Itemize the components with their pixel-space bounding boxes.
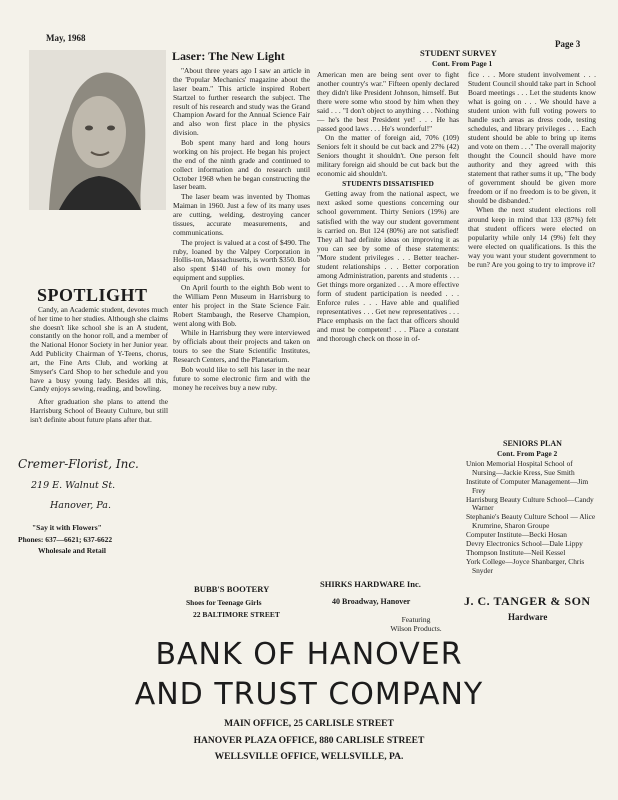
bank-ad-main-office: MAIN OFFICE, 25 CARLISLE STREET xyxy=(224,719,394,729)
bank-ad-name-line2: AND TRUST COMPANY xyxy=(134,677,484,712)
cremer-ad-address: 219 E. Walnut St. xyxy=(31,480,116,491)
cremer-ad-phones: Phones: 637—6621; 637-6622 xyxy=(18,535,113,544)
tanger-ad-sub: Hardware xyxy=(508,612,548,622)
bubbs-ad-address: 22 BALTIMORE STREET xyxy=(193,610,280,619)
page-number: Page 3 xyxy=(555,39,581,49)
survey-body-right xyxy=(468,70,596,269)
list-item: Institute of Computer Management—Jim Frey xyxy=(466,476,589,495)
featuring-product: Wilson Products. xyxy=(390,624,442,633)
shirks-ad-featuring xyxy=(376,615,456,633)
survey-continued: Cont. From Page 1 xyxy=(432,59,493,68)
survey-subhead: STUDENTS DISSATISFIED xyxy=(342,179,434,189)
cremer-ad-slogan: "Say it with Flowers" xyxy=(32,523,102,532)
bubbs-ad-tagline: Shoes for Teenage Girls xyxy=(186,598,262,607)
shirks-ad-name: SHIRKS HARDWARE Inc. xyxy=(320,579,421,589)
bubbs-ad-name: BUBB'S BOOTERY xyxy=(194,584,270,594)
survey-paragraph: fice . . . More student involvement . . . Student Council should take part in School Board meetings . . . Let the students know what is going on . . . We should have a student union with full voting powers to handle such areas as dress code, testing schedules, and library privileges . . . Each student should be able to bring up items and vote on them . . ." The overall majority thought the Council should have more authority and they agreed with this statement that rather sums it up, "The body of government should be given more freedom or if no freedom is to be given, it should be disbanded." xyxy=(468,70,596,206)
list-item: Harrisburg Beauty Culture School—Candy Warner xyxy=(466,494,594,513)
laser-paragraph: "About three years ago I saw an article in the 'Popular Mechanics' magazine about the laser beam." This article inspired Robert Startzel to further research the subject. The result of his research and study was the Grand Champion Award for the Annual Science Fair and also won first place in the physics division. xyxy=(173,66,310,138)
seniors-plan-list xyxy=(466,460,596,575)
spotlight-paragraph: After graduation she plans to attend the Harrisburg School of Beauty Culture, but still isn't definite about future plans after that. xyxy=(30,397,168,424)
laser-paragraph: The laser beam was invented by Thomas Maiman in 1960. Just a few of its many uses are cutting, welding, destroying cancer tissues, accurate measurements, and communications. xyxy=(173,192,310,237)
list-item: Computer Institute—Becki Hosan xyxy=(466,530,567,539)
bank-ad-name-line1: BANK OF HANOVER xyxy=(155,637,463,672)
bank-ad-plaza-office: HANOVER PLAZA OFFICE, 880 CARLISLE STREET xyxy=(193,736,425,746)
tanger-ad-name: J. C. TANGER & SON xyxy=(464,594,591,608)
shirks-ad-address: 40 Broadway, Hanover xyxy=(332,597,411,606)
laser-paragraph: On April fourth to the eighth Bob went to the William Penn Museum in Harrisburg to enter his project in the State Science Fair. Robert Stambaugh, the Reserve Champion, went along with Bob. xyxy=(173,283,310,328)
laser-paragraph: Bob spent many hard and long hours working on his project. He began his project the end of the ninth grade and continued to collect information and do research until October 1968 when he began constructing the laser beam. xyxy=(173,138,310,192)
survey-body-left xyxy=(317,70,459,343)
issue-date: May, 1968 xyxy=(46,33,86,43)
list-item: Union Memorial Hospital School of Nursing—Jackie Kress, Sue Smith xyxy=(466,459,575,477)
laser-paragraph: The project is valued at a cost of $490. The ruby, loaned by the Valpey Corporation in Hollis-ton, Massachusetts, is worth $350. Bob also spent $140 of his own money for equipment and supplies. xyxy=(173,237,310,283)
survey-paragraph: When the next student elections roll around keep in mind that 133 (87%) felt that student officers were elected on popularity while only 14 (9%) felt they were elected on qualifications. Is this the way you want your student government to be run? Are you going to try to improve it? xyxy=(468,205,596,269)
survey-paragraph: Getting away from the national aspect, we next asked some questions concerning our school government. Thirty Seniors (19%) are satisfied with the way our student government is carried on. But 124 (80%) are not satisfied! They all had definite ideas on improving it as you can see by some of these statements: "More student privileges . . . Better teacher-student relationships . . . Better corporation among Administration, parents and students . . . Get things more organized . . . A more effective form of student participation is needed . . . Enforce rules . . . Have able and qualified representatives . . . Get new representatives . . . Place emphasis on the fact that officers should and must be competent! . . . Place a constant and thorough check on those in of- xyxy=(317,189,459,343)
spotlight-photo xyxy=(29,50,166,210)
spotlight-paragraph: Candy, an Academic student, devotes much of her time to her studies. Although she claims she doesn't like school she is an A student, constantly on the honor roll, and a member of the National Honor Society in her Junior year. Add Publicity Chairman of Y-Teens, chorus, art, the Fine Arts Club, and working at Smyser's Card Shop to her schedule and you have a busy young lady. Besides all this, Candy enjoys sewing, reading, and bowling. xyxy=(30,305,168,394)
cremer-ad-city: Hanover, Pa. xyxy=(50,500,111,511)
seniors-plan-continued: Cont. From Page 2 xyxy=(497,449,558,458)
survey-title: STUDENT SURVEY xyxy=(420,48,497,58)
spotlight-title: SPOTLIGHT xyxy=(37,285,148,305)
laser-paragraph: While in Harrisburg they were interviewed by officials about their projects and taken on tours to see the State Scientific Institutes, Research Centers, and the Planetarium. xyxy=(173,328,310,364)
cremer-ad-wholesale: Wholesale and Retail xyxy=(38,546,106,555)
laser-article-title: Laser: The New Light xyxy=(172,49,285,63)
survey-paragraph: On the matter of foreign aid, 70% (109) Seniors felt it should be cut back and 27% (42) Seniors thought it shouldn't. One person felt military foreign aid should be cut back but the economic aid shouldn't. xyxy=(317,133,459,179)
cremer-ad-name: Cremer-Florist, Inc. xyxy=(18,457,139,471)
laser-article-body xyxy=(173,67,310,393)
laser-paragraph: Bob would like to sell his laser in the near future to some electronic firm and with the money he receives buy a new ruby. xyxy=(173,364,310,392)
featuring-label: Featuring xyxy=(401,615,431,624)
list-item: Devry Electronics School—Dale Lippy xyxy=(466,538,583,548)
list-item: York College—Joyce Shanbarger, Chris Snyder xyxy=(466,556,585,575)
bank-ad-wellsville-office: WELLSVILLE OFFICE, WELLSVILLE, PA. xyxy=(214,752,404,762)
seniors-plan-title: SENIORS PLAN xyxy=(503,439,562,448)
survey-paragraph: American men are being sent over to fight another country's war." Fifteen openly declared they didn't like President Johnson, himself. But there were some who stood by him when they said . . . "I don't object to anything . . . Nothing — he's the best President yet! . . . He has passed good laws . . . He's wonderful!" xyxy=(317,70,459,134)
list-item: Thompson Institute—Neil Kessel xyxy=(466,547,566,557)
list-item: Stephanie's Beauty Culture School — Alice Krumrine, Sharon Groupe xyxy=(466,512,596,531)
spotlight-body xyxy=(30,306,168,425)
